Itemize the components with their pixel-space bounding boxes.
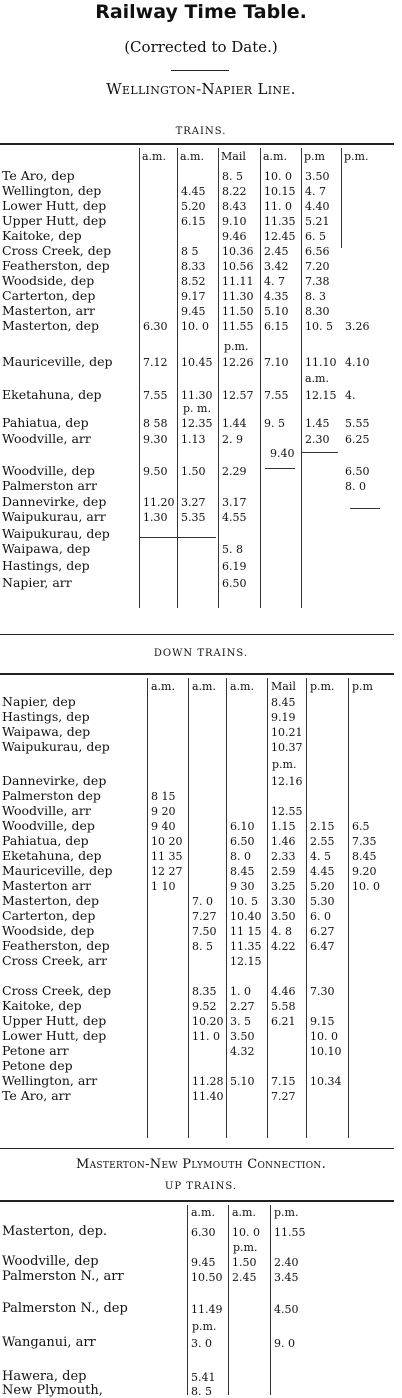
connection-station-name: Masterton, dep. (2, 1224, 108, 1239)
up-station-name: Eketahuna, dep (2, 387, 102, 402)
connection-time-cell: 3. 0 (191, 1337, 212, 1350)
connection-time-cell: 9. 0 (274, 1337, 295, 1350)
up-time-cell: 11.55 (222, 320, 254, 333)
down-time-cell: 9 40 (151, 820, 176, 833)
down-column-header: a.m. (151, 680, 175, 693)
connection-column-header: p.m. (274, 1206, 299, 1219)
up-time-cell: 6.25 (345, 433, 370, 446)
down-time-cell: 8.35 (192, 985, 217, 998)
down-time-cell: 9.52 (192, 1000, 217, 1013)
up-time-cell: 11.20 (143, 496, 175, 509)
down-time-cell: 10. 0 (352, 880, 380, 893)
up-time-cell: 7.12 (143, 356, 168, 369)
up-time-cell: 11.10 (305, 356, 337, 369)
up-time-cell: 2. 9 (222, 433, 243, 446)
down-time-cell: 12.16 (271, 775, 303, 788)
down-period-label: p.m. (272, 758, 297, 771)
up-time-cell: 2.45 (264, 245, 289, 258)
conn-column-rule (228, 1205, 229, 1395)
up-time-cell: 9.10 (222, 215, 247, 228)
up-time-cell: 1.13 (181, 433, 206, 446)
down-column-header: a.m. (230, 680, 254, 693)
down-time-cell: 6. 0 (310, 910, 331, 923)
up-time-cell: 8. 5 (222, 170, 243, 183)
down-time-cell: 2.27 (230, 1000, 255, 1013)
up-column-header: p.m (304, 150, 325, 163)
up-column-header: Mail (221, 150, 246, 163)
down-station-name: Cross Creek, dep (2, 983, 112, 998)
up-station-name: Lower Hutt, dep (2, 198, 107, 213)
down-station-name: Dannevirke, dep (2, 773, 107, 788)
connection-column-header: a.m. (232, 1206, 256, 1219)
down-time-cell: 8. 5 (192, 940, 213, 953)
up-time-cell: 5.55 (345, 417, 370, 430)
down-time-cell: 3.50 (271, 910, 296, 923)
down-time-cell: 3. 5 (230, 1015, 251, 1028)
up-trains-heading: TRAINS. (175, 126, 227, 137)
connection-time-cell: 4.50 (274, 1303, 299, 1316)
down-station-name: Woodside, dep (2, 923, 95, 938)
up-time-cell: 1.30 (143, 511, 168, 524)
down-station-name: Petone arr (2, 1043, 69, 1058)
down-station-name: Hastings, dep (2, 709, 90, 724)
up-time-cell: 9. 5 (264, 417, 285, 430)
up-station-name: Woodville, arr (2, 431, 91, 446)
up-time-cell: 4.40 (305, 200, 330, 213)
up-time-cell: 12.57 (222, 389, 254, 402)
up-time-cell: 7.10 (264, 356, 289, 369)
connection-station-name: Palmerston N., arr (2, 1269, 124, 1284)
down-time-cell: 9.19 (271, 711, 296, 724)
down-time-cell: 4. 8 (271, 925, 292, 938)
down-time-cell: 10.34 (310, 1075, 342, 1088)
down-station-name: Petone dep (2, 1058, 73, 1073)
down-time-cell: 6.21 (271, 1015, 296, 1028)
down-time-cell: 4. 5 (310, 850, 331, 863)
down-time-cell: 7. 0 (192, 895, 213, 908)
up-time-cell: 7.55 (264, 389, 289, 402)
connection-up-heading: UP TRAINS. (164, 1181, 238, 1192)
down-station-name: Masterton, dep (2, 893, 100, 908)
connection-station-name: Palmerston N., dep (2, 1301, 128, 1316)
up-time-cell: 7.55 (143, 389, 168, 402)
up-period-label: p.m. (224, 340, 249, 353)
down-time-cell: 10.10 (310, 1045, 342, 1058)
up-time-cell: 7.20 (305, 260, 330, 273)
up-time-cell: 4. 7 (305, 185, 326, 198)
up-time-cell: 8 58 (143, 417, 168, 430)
up-time-cell: 6.30 (143, 320, 168, 333)
down-time-cell: 1. 0 (230, 985, 251, 998)
up-time-cell: 12.35 (181, 417, 213, 430)
up-time-cell: 4.55 (222, 511, 247, 524)
down-time-cell: 11 35 (151, 850, 183, 863)
up-station-name: Waipukurau, arr (2, 509, 106, 524)
up-time-cell: 1.50 (181, 465, 206, 478)
up-station-name: Wellington, dep (2, 183, 102, 198)
up-station-name: Masterton, arr (2, 303, 96, 318)
up-time-cell: 5.35 (181, 511, 206, 524)
down-station-name: Pahiatua, dep (2, 833, 89, 848)
up-time-cell: 4.35 (264, 290, 289, 303)
down-time-cell: 7.15 (271, 1075, 296, 1088)
up-station-name: Upper Hutt, dep (2, 213, 107, 228)
connection-time-cell: 6.30 (191, 1226, 216, 1239)
up-station-name: Hastings, dep (2, 558, 90, 573)
down-station-name: Upper Hutt, dep (2, 1013, 107, 1028)
up-station-name: Te Aro, dep (2, 168, 75, 183)
down-time-cell: 1.15 (271, 820, 296, 833)
up-time-cell: 8.33 (181, 260, 206, 273)
up-time-cell: 10.45 (181, 356, 213, 369)
up-time-cell: 8.22 (222, 185, 247, 198)
connection-time-cell: 3.45 (274, 1271, 299, 1284)
up-time-cell: 9.40 (270, 447, 295, 460)
down-time-cell: 7.27 (271, 1090, 296, 1103)
down-station-name: Lower Hutt, dep (2, 1028, 107, 1043)
down-station-name: Masterton arr (2, 878, 92, 893)
down-time-cell: 7.30 (310, 985, 335, 998)
down-station-name: Eketahuna, dep (2, 848, 102, 863)
down-column-header: p.m (352, 680, 373, 693)
connection-time-cell: 9.45 (191, 1256, 216, 1269)
down-time-cell: 12.15 (230, 955, 262, 968)
down-station-name: Wellington, arr (2, 1073, 98, 1088)
down-time-cell: 6.10 (230, 820, 255, 833)
up-time-cell: 10. 5 (305, 320, 333, 333)
up-time-cell: 9.17 (181, 290, 206, 303)
up-station-name: Dannevirke, dep (2, 494, 107, 509)
up-time-cell: 4. (345, 389, 356, 402)
up-time-cell: 3.42 (264, 260, 289, 273)
down-time-cell: 10.20 (192, 1015, 224, 1028)
up-time-cell: 10.56 (222, 260, 254, 273)
down-station-name: Woodville, arr (2, 803, 91, 818)
up-column-header: a.m. (263, 150, 287, 163)
up-time-cell: 8.30 (305, 305, 330, 318)
connection-time-cell: 2.40 (274, 1256, 299, 1269)
up-time-cell: 10.36 (222, 245, 254, 258)
up-time-cell: 6.15 (181, 215, 206, 228)
down-time-cell: 10 20 (151, 835, 183, 848)
up-station-name: Pahiatua, dep (2, 415, 89, 430)
connection-station-name: Wanganui, arr (2, 1335, 96, 1350)
down-time-cell: 2.33 (271, 850, 296, 863)
up-station-name: Kaitoke, dep (2, 228, 82, 243)
up-time-cell: 9.46 (222, 230, 247, 243)
down-time-cell: 7.27 (192, 910, 217, 923)
down-time-cell: 6.50 (230, 835, 255, 848)
up-column-header: p.m. (344, 150, 369, 163)
up-station-name: Cross Creek, dep (2, 243, 112, 258)
down-time-cell: 4.22 (271, 940, 296, 953)
up-time-cell: 10.15 (264, 185, 296, 198)
up-time-cell: 11.35 (264, 215, 296, 228)
up-time-cell: 5. 8 (222, 543, 243, 556)
down-column-header: Mail (271, 680, 296, 693)
down-time-cell: 11.40 (192, 1090, 224, 1103)
up-time-cell: 11. 0 (264, 200, 292, 213)
up-time-cell: 12.26 (222, 356, 254, 369)
up-time-cell: 5.21 (305, 215, 330, 228)
up-station-name: Woodville, dep (2, 463, 95, 478)
connection-station-name: New Plymouth, (2, 1383, 103, 1398)
up-station-name: Waipawa, dep (2, 541, 91, 556)
up-time-cell: 3.50 (305, 170, 330, 183)
down-station-name: Waipukurau, dep (2, 739, 110, 754)
down-time-cell: 11. 0 (192, 1030, 220, 1043)
connection-period-label: p.m. (192, 1320, 217, 1333)
up-column-header: a.m. (180, 150, 204, 163)
up-time-cell: 8. 3 (305, 290, 326, 303)
connection-time-cell: 2.45 (232, 1271, 257, 1284)
up-time-cell: 3.17 (222, 496, 247, 509)
up-time-cell: 10. 0 (264, 170, 292, 183)
up-time-cell: 6.19 (222, 560, 247, 573)
page-title: Railway Time Table. (95, 1, 307, 23)
down-time-cell: 3.30 (271, 895, 296, 908)
down-time-cell: 8.45 (271, 696, 296, 709)
down-time-cell: 8 15 (151, 790, 176, 803)
up-station-name: Masterton, dep (2, 318, 100, 333)
up-time-cell: 5.20 (181, 200, 206, 213)
down-time-cell: 8.45 (352, 850, 377, 863)
up-time-cell: 4.45 (181, 185, 206, 198)
down-time-cell: 4.32 (230, 1045, 255, 1058)
down-station-name: Palmerston dep (2, 788, 101, 803)
line-title: Wellington-Napier Line. (106, 80, 296, 98)
conn-column-rule (187, 1205, 188, 1395)
down-station-name: Mauriceville, dep (2, 863, 113, 878)
up-time-cell: 9.50 (143, 465, 168, 478)
down-station-name: Carterton, dep (2, 908, 96, 923)
up-time-cell: 11.50 (222, 305, 254, 318)
down-time-cell: 2.15 (310, 820, 335, 833)
connection-time-cell: 10. 0 (232, 1226, 260, 1239)
up-station-name: Woodside, dep (2, 273, 95, 288)
up-time-cell: 6. 5 (305, 230, 326, 243)
down-time-cell: 4.45 (310, 865, 335, 878)
down-time-cell: 11.28 (192, 1075, 224, 1088)
down-time-cell: 9 30 (230, 880, 255, 893)
down-time-cell: 1 10 (151, 880, 176, 893)
up-time-cell: 4.10 (345, 356, 370, 369)
connection-time-cell: 1.50 (232, 1256, 257, 1269)
up-time-cell: 8. 0 (345, 480, 366, 493)
down-station-name: Te Aro, arr (2, 1088, 71, 1103)
down-time-cell: 9.20 (352, 865, 377, 878)
down-station-name: Cross Creek, arr (2, 953, 108, 968)
down-station-name: Woodville, dep (2, 818, 95, 833)
down-time-cell: 10.21 (271, 726, 303, 739)
down-time-cell: 10.37 (271, 741, 303, 754)
up-station-name: Featherston, dep (2, 258, 110, 273)
up-time-cell: 1.45 (305, 417, 330, 430)
up-station-name: Napier, arr (2, 575, 72, 590)
up-station-name: Carterton, dep (2, 288, 96, 303)
down-time-cell: 5.58 (271, 1000, 296, 1013)
connection-time-cell: 8. 5 (191, 1385, 212, 1398)
conn-column-rule (270, 1205, 271, 1395)
down-time-cell: 9.15 (310, 1015, 335, 1028)
connection-station-name: Hawera, dep (2, 1369, 87, 1384)
down-time-cell: 7.50 (192, 925, 217, 938)
up-time-cell: 6.56 (305, 245, 330, 258)
down-time-cell: 2.59 (271, 865, 296, 878)
up-station-name: Palmerston arr (2, 478, 97, 493)
up-time-cell: 12.45 (264, 230, 296, 243)
up-time-cell: 6.15 (264, 320, 289, 333)
down-time-cell: 1.46 (271, 835, 296, 848)
up-period-label: p. m. (183, 402, 211, 415)
up-column-header: a.m. (142, 150, 166, 163)
up-time-cell: 11.30 (181, 389, 213, 402)
down-time-cell: 10. 5 (230, 895, 258, 908)
connection-title: Masterton-New Plymouth Connection. (75, 1157, 327, 1172)
up-time-cell: 10. 0 (181, 320, 209, 333)
up-time-cell: 8.52 (181, 275, 206, 288)
up-time-cell: 1.44 (222, 417, 247, 430)
up-time-cell: 8 5 (181, 245, 199, 258)
connection-time-cell: 5.41 (191, 1371, 216, 1384)
down-time-cell: 10. 0 (310, 1030, 338, 1043)
page-subtitle: (Corrected to Date.) (124, 38, 278, 56)
down-time-cell: 6.27 (310, 925, 335, 938)
up-period-label: a.m. (305, 372, 329, 385)
up-time-cell: 11.11 (222, 275, 254, 288)
up-time-cell: 3.26 (345, 320, 370, 333)
down-station-name: Kaitoke, dep (2, 998, 82, 1013)
down-station-name: Napier, dep (2, 694, 76, 709)
connection-time-cell: 11.55 (274, 1226, 306, 1239)
down-time-cell: 12 27 (151, 865, 183, 878)
down-time-cell: 7.35 (352, 835, 377, 848)
up-time-cell: 9.45 (181, 305, 206, 318)
down-time-cell: 11 15 (230, 925, 262, 938)
down-time-cell: 6.5 (352, 820, 370, 833)
down-time-cell: 12.55 (271, 805, 303, 818)
down-time-cell: 5.10 (230, 1075, 255, 1088)
up-time-cell: 7.38 (305, 275, 330, 288)
down-trains-heading: DOWN TRAINS. (153, 648, 249, 659)
up-time-cell: 6.50 (345, 465, 370, 478)
connection-column-header: a.m. (191, 1206, 215, 1219)
up-time-cell: 2.29 (222, 465, 247, 478)
connection-station-name: Woodville, dep (2, 1254, 99, 1269)
down-station-name: Waipawa, dep (2, 724, 91, 739)
connection-time-cell: 11.49 (191, 1303, 223, 1316)
down-time-cell: 8.45 (230, 865, 255, 878)
connection-time-cell: 10.50 (191, 1271, 223, 1284)
down-column-header: p.m. (310, 680, 335, 693)
up-time-cell: 2.30 (305, 433, 330, 446)
connection-period-label: p.m. (233, 1241, 258, 1254)
up-time-cell: 6.50 (222, 577, 247, 590)
up-time-cell: 12.15 (305, 389, 337, 402)
down-time-cell: 3.50 (230, 1030, 255, 1043)
up-time-cell: 5.10 (264, 305, 289, 318)
down-time-cell: 4.46 (271, 985, 296, 998)
up-time-cell: 9.30 (143, 433, 168, 446)
down-time-cell: 11.35 (230, 940, 262, 953)
down-column-header: a.m. (192, 680, 216, 693)
down-time-cell: 9 20 (151, 805, 176, 818)
up-station-name: Waipukurau, dep (2, 526, 110, 541)
down-time-cell: 8. 0 (230, 850, 251, 863)
up-time-cell: 4. 7 (264, 275, 285, 288)
down-station-name: Featherston, dep (2, 938, 110, 953)
up-time-cell: 8.43 (222, 200, 247, 213)
down-time-cell: 10.40 (230, 910, 262, 923)
down-time-cell: 5.30 (310, 895, 335, 908)
up-time-cell: 11.30 (222, 290, 254, 303)
up-time-cell: 3.27 (181, 496, 206, 509)
down-time-cell: 3.25 (271, 880, 296, 893)
down-time-cell: 2.55 (310, 835, 335, 848)
down-time-cell: 5.20 (310, 880, 335, 893)
up-station-name: Mauriceville, dep (2, 354, 113, 369)
down-time-cell: 6.47 (310, 940, 335, 953)
